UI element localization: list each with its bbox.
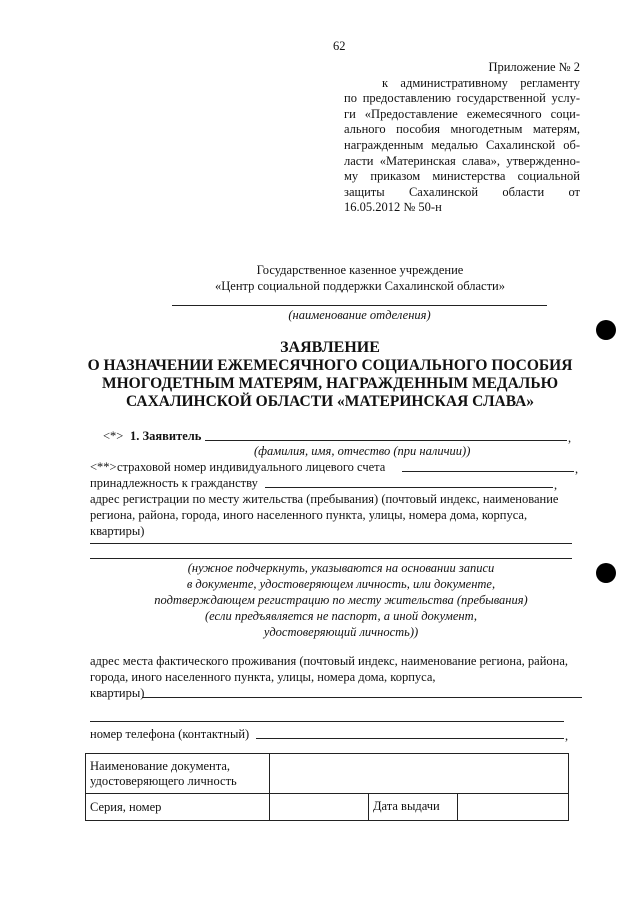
form-title-line3: МНОГОДЕТНЫМ МАТЕРЯМ, НАГРАЖДЕННЫМ МЕДАЛЬЮ <box>101 375 559 392</box>
appendix-title: Приложение № 2 <box>488 60 580 74</box>
appendix-line: награжденным медалью Сахалинской об- <box>344 137 580 152</box>
appendix-line: ги «Предоставление ежемесячного соци- <box>344 106 580 121</box>
doc-name-field[interactable] <box>270 754 569 794</box>
applicant-marker: <*> <box>103 429 124 443</box>
reg-address-field-2[interactable] <box>90 558 572 559</box>
issue-date-label: Дата выдачи <box>369 794 458 820</box>
series-label: Серия, номер <box>86 794 270 821</box>
snils-marker: <**> <box>90 460 117 474</box>
comma: , <box>565 729 569 743</box>
fio-caption: (фамилия, имя, отчество (при наличии)) <box>254 444 471 458</box>
citizenship-label: принадлежность к гражданству <box>90 476 258 490</box>
reg-address-label-end: квартиры) <box>90 524 145 538</box>
snils-label: страховой номер индивидуального лицевого счета <box>117 460 386 474</box>
note-line: подтверждающем регистрацию по месту жительства (пребывания) <box>154 593 528 607</box>
institution-line2: «Центр социальной поддержки Сахалинской области» <box>215 279 505 293</box>
citizenship-field[interactable] <box>265 487 553 488</box>
comma: , <box>554 478 558 492</box>
phone-label: номер телефона (контактный) <box>90 727 250 741</box>
fact-address-field-1[interactable] <box>142 697 582 698</box>
phone-field[interactable] <box>256 738 564 739</box>
comma: , <box>568 431 572 445</box>
appendix-line: ласти «Материнская слава», утвержденно- <box>344 153 580 168</box>
institution-line1: Государственное казенное учреждение <box>256 263 464 277</box>
note-line: (нужное подчеркнуть, указываются на основании записи <box>187 561 495 575</box>
applicant-label: 1. Заявитель <box>130 429 202 443</box>
fact-address-label-end: квартиры) <box>90 686 145 700</box>
reg-address-field-1[interactable] <box>90 543 572 544</box>
snils-field[interactable] <box>402 471 574 472</box>
page-number: 62 <box>333 39 346 53</box>
fact-address-label: адрес места фактического проживания (почтовый индекс, наименование региона, района, <box>90 654 569 668</box>
reg-address-label-cont: региона, района, города, иного населенного пункта, улицы, номера дома, корпуса, <box>90 508 528 522</box>
punch-hole-bottom <box>596 563 616 583</box>
appendix-line: му приказом министерства социальной <box>344 169 580 184</box>
series-field[interactable] <box>270 794 369 821</box>
department-name-line[interactable] <box>172 305 547 306</box>
punch-hole-top <box>596 320 616 340</box>
comma: , <box>575 462 579 476</box>
note-line: в документе, удостоверяющем личность, или документе, <box>186 577 496 591</box>
form-title-line4: САХАЛИНСКОЙ ОБЛАСТИ «МАТЕРИНСКАЯ СЛАВА» <box>125 393 535 410</box>
issue-date-cell[interactable] <box>369 794 569 821</box>
appendix-line: к административному регламенту <box>382 75 580 90</box>
fact-address-label-cont: города, иного населенного пункта, улицы, номера дома, корпуса, <box>90 670 436 684</box>
appendix-line: ального пособия многодетным матерям, <box>344 122 580 137</box>
appendix-line: защиты Сахалинской области от <box>344 184 580 199</box>
doc-name-label: Наименование документа, удостоверяющего личность <box>86 754 270 794</box>
identity-document-table <box>85 753 569 821</box>
note-line: удостоверяющий личность)) <box>263 625 419 639</box>
issue-date-field[interactable] <box>458 794 568 820</box>
form-title: ЗАЯВЛЕНИЕ <box>280 339 380 356</box>
appendix-date: 16.05.2012 № 50-н <box>344 200 442 215</box>
note-line: (если предъявляется не паспорт, а иной документ, <box>204 609 478 623</box>
appendix-line: по предоставлению государственной услу- <box>344 91 580 106</box>
fact-address-field-2[interactable] <box>90 721 564 722</box>
form-title-line2: О НАЗНАЧЕНИИ ЕЖЕМЕСЯЧНОГО СОЦИАЛЬНОГО ПОСОБИЯ <box>87 357 573 374</box>
department-caption: (наименование отделения) <box>288 308 431 322</box>
reg-address-label: адрес регистрации по месту жительства (пребывания) (почтовый индекс, наименование <box>90 492 559 506</box>
appendix-block <box>344 60 580 216</box>
applicant-fio-field[interactable] <box>205 440 567 441</box>
